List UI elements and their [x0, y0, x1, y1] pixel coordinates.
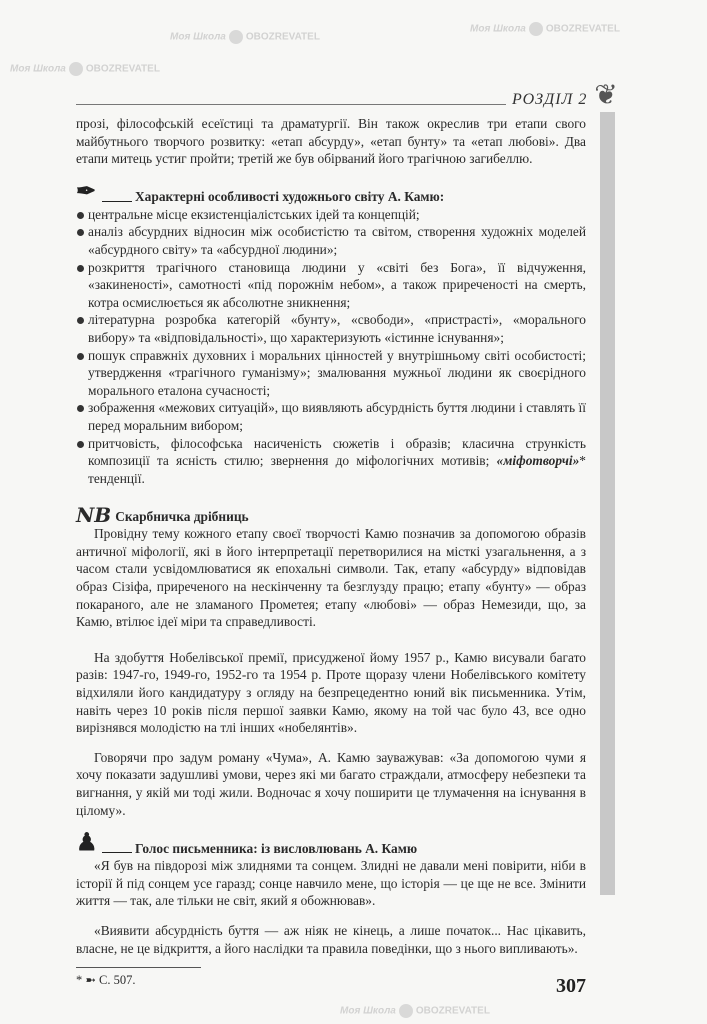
- list-item-tail: * тенденції.: [88, 453, 586, 486]
- page-footer: [76, 967, 586, 997]
- list-item: пошук справжніх духовних і моральних цінностей у внутрішньому світі особистості; утвердження «трагічного гуманізму»; змалювання мужньої людини як своєрідного морального еталона сучасності;: [76, 347, 586, 400]
- page-number: 307: [556, 975, 586, 998]
- watermark: Моя Школа OBOZREVATEL: [470, 23, 620, 35]
- writer-silhouette-icon: ♟: [76, 830, 98, 857]
- nb-heading-text: Скарбничка дрібниць: [115, 508, 249, 524]
- footnote-block: [76, 967, 201, 990]
- footnote: [76, 972, 201, 990]
- footnote-rule: [76, 967, 201, 968]
- list-item: аналіз абсурдних відносин між особистістю та світом, створення художніх моделей «абсурдного світу» та «абсурдної людини»;: [76, 223, 586, 258]
- nb-paragraph: На здобуття Нобелівської премії, присудженої йому 1957 р., Камю висували багато разів: 1947-го, 1949-го, 1952-го та 1954 р. Проте щоразу члени Нобелівського комітету відхиляли його кандидатуру з огляду на безпрецедентно юний вік письменника. Утім, навіть через 10 років після першої заявки Камю, якому на той час було 43, все одно вирізнявся молодістю на тлі інших «нобелянтів».: [76, 649, 586, 736]
- header-rule: [76, 104, 506, 105]
- features-heading: [76, 178, 586, 206]
- features-heading-text: Характерні особливості художнього світу А. Камю:: [135, 189, 445, 205]
- list-item: літературна розробка категорій «бунту», «свободи», «пристрасті», «морального вибору» та «відповідальності», що характеризують «істинне існування»;: [76, 311, 586, 346]
- list-item: центральне місце екзистенціалістських ідей та концепцій;: [76, 206, 586, 224]
- list-item: [76, 435, 586, 488]
- footnote-ref: С. 507.: [98, 973, 136, 988]
- quote: «Я був на півдорозі між злиднями та сонцем. Злидні не давали мені повірити, ніби в історії й під сонцем усе гаразд; сонце навчило мене, що історія — це ще не все. Змінити життя — так, але тільки не світ, який я обожнював».: [76, 858, 586, 909]
- list-item: зображення «межових ситуацій», що виявляють абсурдність буття людини і ставлять її перед моральним вибором;: [76, 399, 586, 434]
- intro-paragraph: прозі, філософській есеїстиці та драматургії. Він також окреслив три етапи свого майбутнього творчого розвитку: «етап абсурду», «етап бунту» та «етап любові». Два етапи митець устиг пройти; третій же був обірваний його трагічною загибеллю.: [76, 116, 586, 167]
- nb-paragraph: Провідну тему кожного етапу своєї творчості Камю позначив за допомогою образів античної міфології, які в його інтерпретації перетворилися на місткі узагальнення, а з часом стали усвідомлюватися як епохальні символи. Так, етапу «абсурду» відповідав образ Сізіфа, приреченого на нескінченну та безглузду працю; етапу «бунту» — образ покараного, але не зламаного Прометея; етапу «любові» — образ Немезиди, що, за Камю, втілює ідеї міри та справедливості.: [76, 526, 586, 630]
- quote: «Виявити абсурдність буття — аж ніяк не кінець, а лише початок... Нас цікавить, власне, не це відкриття, а його наслідки та правила поведінки, що з нього випливають».: [76, 922, 586, 956]
- heading-underline: [102, 201, 132, 202]
- heading-underline: [102, 852, 132, 853]
- voice-heading: [76, 829, 586, 857]
- watermark: Моя Школа OBOZREVATEL: [170, 31, 320, 43]
- side-bar: [600, 112, 615, 895]
- pointer-icon: ➼: [85, 973, 96, 988]
- watermark: Моя Школа OBOZREVATEL: [10, 63, 160, 75]
- features-list: [76, 206, 586, 488]
- voice-heading-text: Голос письменника: із висловлювань А. Камю: [135, 840, 418, 856]
- page-content: [76, 115, 586, 997]
- nb-heading: [76, 503, 586, 528]
- quill-icon: ✒: [76, 178, 97, 205]
- emphasis: «міфотворчі»: [496, 453, 580, 469]
- nb-mark: NB: [76, 503, 112, 528]
- chapter-label: РОЗДІЛ 2: [512, 91, 588, 108]
- nb-paragraph: Говорячи про задум роману «Чума», А. Камю зауважував: «За допомогою чуми я хочу показати задушливі умови, через які ми багато страждали, атмосферу небезпеки та вигнання, у якій ми тоді жили. Водночас я хочу поширити це тлумачення на існування в цілому».: [76, 749, 586, 818]
- list-item: розкриття трагічного становища людини у «світі без Бога», її відчуження, «закинeності», самотності «під порожнім небом», а також приреченості на смерть, котра осмислюється як абсолютне зникнення;: [76, 259, 586, 312]
- ornament-icon: ❦: [594, 80, 618, 111]
- watermark: Моя Школа OBOZREVATEL: [340, 1005, 490, 1017]
- footnote-marker: *: [76, 973, 83, 988]
- list-item-text: притчовість, філософська насиченість сюжетів і образів; класична стрункість композиції та ясність стилю; звернення до міфологічних мотивів;: [88, 435, 586, 469]
